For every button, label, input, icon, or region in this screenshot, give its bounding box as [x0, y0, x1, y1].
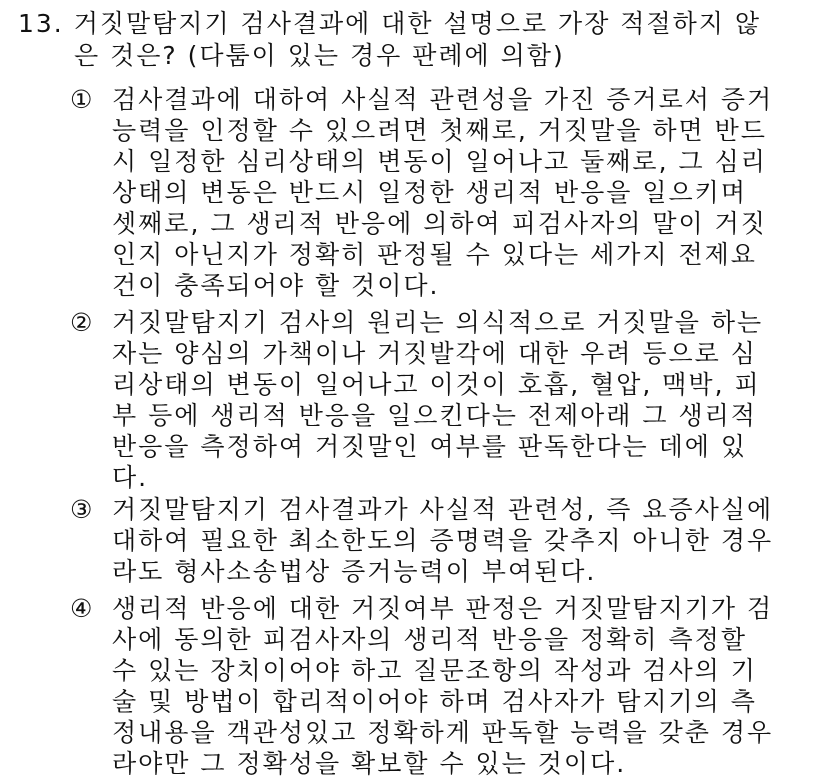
option-line: 시 일정한 심리상태의 변동이 일어나고 둘째로, 그 심리: [112, 147, 767, 176]
question-line: 은 것은? (다툼이 있는 경우 판례에 의함): [74, 41, 565, 70]
option-line: 라도 형사소송법상 증거능력이 부여된다.: [112, 557, 597, 586]
answer-option-1: [70, 84, 810, 301]
option-line: [70, 593, 810, 624]
answer-option-3: [70, 494, 810, 587]
option-line: 술 및 방법이 합리적이어야 하며 검사자가 탐지기의 측: [112, 687, 757, 716]
answer-option-2: [70, 307, 810, 493]
option-line: 부 등에 생리적 반응을 일으킨다는 전제아래 그 생리적: [112, 401, 757, 430]
option-number-marker: ①: [70, 85, 95, 114]
option-text: 거짓말탐지기 검사의 원리는 의식적으로 거짓말을 하는: [112, 308, 764, 337]
option-line: 대하여 필요한 최소한도의 증명력을 갖추지 아니한 경우: [112, 526, 774, 555]
option-line: 정내용을 객관성있고 정확하게 판독할 능력을 갖춘 경우: [112, 718, 774, 747]
option-line: 리상태의 변동이 일어나고 이것이 호흡, 혈압, 맥박, 피: [112, 370, 761, 399]
option-number-marker: ②: [70, 308, 95, 337]
option-line: 수 있는 장치이어야 하고 질문조항의 작성과 검사의 기: [112, 656, 757, 685]
option-line: 건이 충족되어야 할 것이다.: [112, 271, 440, 300]
option-text: 검사결과에 대하여 사실적 관련성을 가진 증거로서 증거: [112, 85, 774, 114]
question-stem: [18, 8, 808, 72]
option-line: 라야만 그 정확성을 확보할 수 있는 것이다.: [112, 749, 627, 778]
option-number-marker: ④: [70, 594, 95, 623]
option-line: 인지 아닌지가 정확히 판정될 수 있다는 세가지 전제요: [112, 240, 757, 269]
option-line: [70, 494, 810, 525]
option-line: 상태의 변동은 반드시 일정한 생리적 반응을 일으키며: [112, 178, 747, 207]
option-number-marker: ③: [70, 495, 95, 524]
option-text: 생리적 반응에 대한 거짓여부 판정은 거짓말탐지기가 검: [112, 594, 774, 623]
option-line: 자는 양심의 가책이나 거짓발각에 대한 우려 등으로 심: [112, 339, 757, 368]
option-line: 다.: [112, 463, 149, 492]
question-line: 13. 거짓말탐지기 검사결과에 대한 설명으로 가장 적절하지 않: [18, 9, 761, 38]
option-line: 능력을 인정할 수 있으려면 첫째로, 거짓말을 하면 반드: [112, 116, 767, 145]
option-line: 셋째로, 그 생리적 반응에 의하여 피검사자의 말이 거짓: [112, 209, 767, 238]
option-line: [70, 84, 810, 115]
option-text: 거짓말탐지기 검사결과가 사실적 관련성, 즉 요증사실에: [112, 495, 774, 524]
answer-option-4: [70, 593, 810, 778]
option-line: 사에 동의한 피검사자의 생리적 반응을 정확히 측정할: [112, 625, 747, 654]
option-line: 반응을 측정하여 거짓말인 여부를 판독한다는 데에 있: [112, 432, 747, 461]
option-line: [70, 307, 810, 338]
